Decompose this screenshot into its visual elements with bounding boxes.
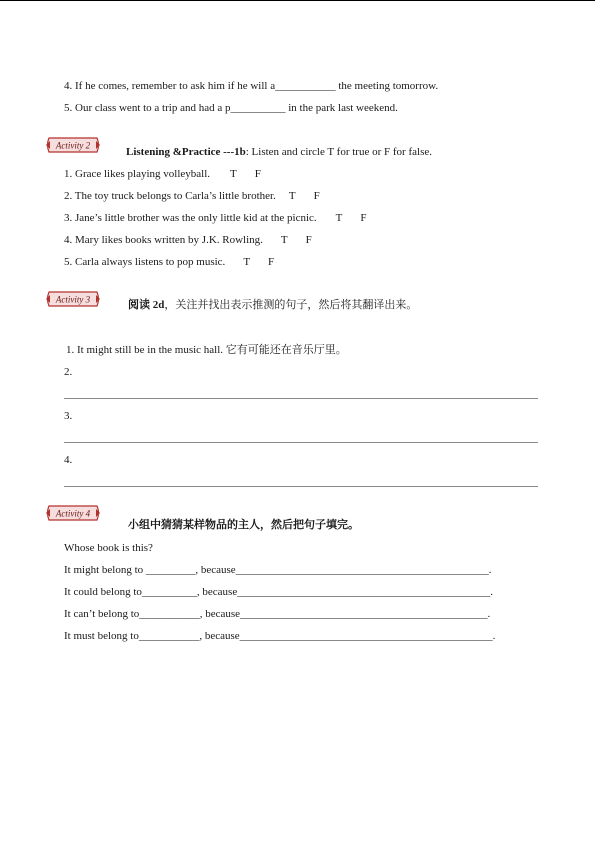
- true-option[interactable]: T: [288, 190, 296, 202]
- activity-2-title-rest: : Listen and circle T for true or F for false.: [245, 146, 432, 158]
- vocab-question-4: 4. If he comes, remember to ask him if he will a___________ the meeting tomorrow.: [64, 80, 439, 92]
- answer-line-2[interactable]: [64, 398, 538, 399]
- activity-3-title-rest: ，关注并找出表示推测的句子，然后将其翻译出来。: [164, 299, 418, 311]
- tf-item-3: [64, 211, 367, 225]
- false-option[interactable]: F: [305, 234, 312, 246]
- fill-line-might[interactable]: It might belong to _________, because______________________________________________.: [64, 564, 492, 576]
- tf-item-4-text: 4. Mary likes books written by J.K. Rowling.: [64, 234, 263, 246]
- answer-line-4[interactable]: [64, 486, 538, 487]
- fill-line-must[interactable]: It must belong to___________, because______________________________________________.: [64, 630, 496, 642]
- tf-item-3-text: 3. Jane’s little brother was the only little kid at the picnic.: [64, 212, 317, 224]
- activity-4-question: Whose book is this?: [64, 542, 153, 554]
- true-option[interactable]: T: [335, 212, 343, 224]
- false-option[interactable]: F: [268, 256, 275, 268]
- vocab-question-5: 5. Our class went to a trip and had a p__________ in the park last weekend.: [64, 102, 398, 114]
- tf-item-1: [64, 167, 261, 181]
- activity-3-item-2-label: 2.: [64, 366, 73, 378]
- tf-item-1-text: 1. Grace likes playing volleyball.: [64, 168, 211, 180]
- tf-item-4: [64, 233, 312, 247]
- true-option[interactable]: T: [230, 168, 237, 180]
- tf-item-5: [64, 255, 274, 269]
- fill-line-cant[interactable]: It can’t belong to___________, because_____________________________________________.: [64, 608, 491, 620]
- tf-item-5-text: 5. Carla always listens to pop music.: [64, 256, 226, 268]
- answer-line-3[interactable]: [64, 442, 538, 443]
- activity-2-badge-label: Activity 2: [55, 140, 91, 151]
- activity-2-title-bold: Listening &Practice ---1b: [126, 146, 246, 158]
- tf-item-2-text: 2. The toy truck belongs to Carla’s little brother.: [64, 190, 276, 202]
- fill-line-could[interactable]: It could belong to__________, because______________________________________________.: [64, 586, 493, 598]
- activity-3-item-3-label: 3.: [64, 410, 73, 422]
- activity-3-title: [128, 298, 417, 312]
- activity-3-badge-label: Activity 3: [55, 294, 91, 305]
- true-option[interactable]: T: [243, 256, 251, 268]
- activity-4-title: 小组中猜猜某样物品的主人，然后把句子填完。: [128, 519, 359, 531]
- activity-2-title: [126, 145, 432, 159]
- false-option[interactable]: F: [313, 190, 320, 202]
- activity-3-item-1: 1. It might still be in the music hall. 它有可能还在音乐厅里。: [66, 344, 347, 356]
- activity-3-item-4-label: 4.: [64, 454, 73, 466]
- false-option[interactable]: F: [254, 168, 261, 180]
- activity-2-badge: [45, 135, 101, 155]
- true-option[interactable]: T: [280, 234, 288, 246]
- activity-3-badge: [45, 289, 101, 309]
- tf-item-2: [64, 189, 320, 203]
- activity-4-badge: [45, 503, 101, 523]
- header-rule: [0, 0, 595, 1]
- activity-3-title-bold: 阅读 2d: [128, 299, 165, 311]
- false-option[interactable]: F: [360, 212, 367, 224]
- activity-4-badge-label: Activity 4: [55, 508, 91, 519]
